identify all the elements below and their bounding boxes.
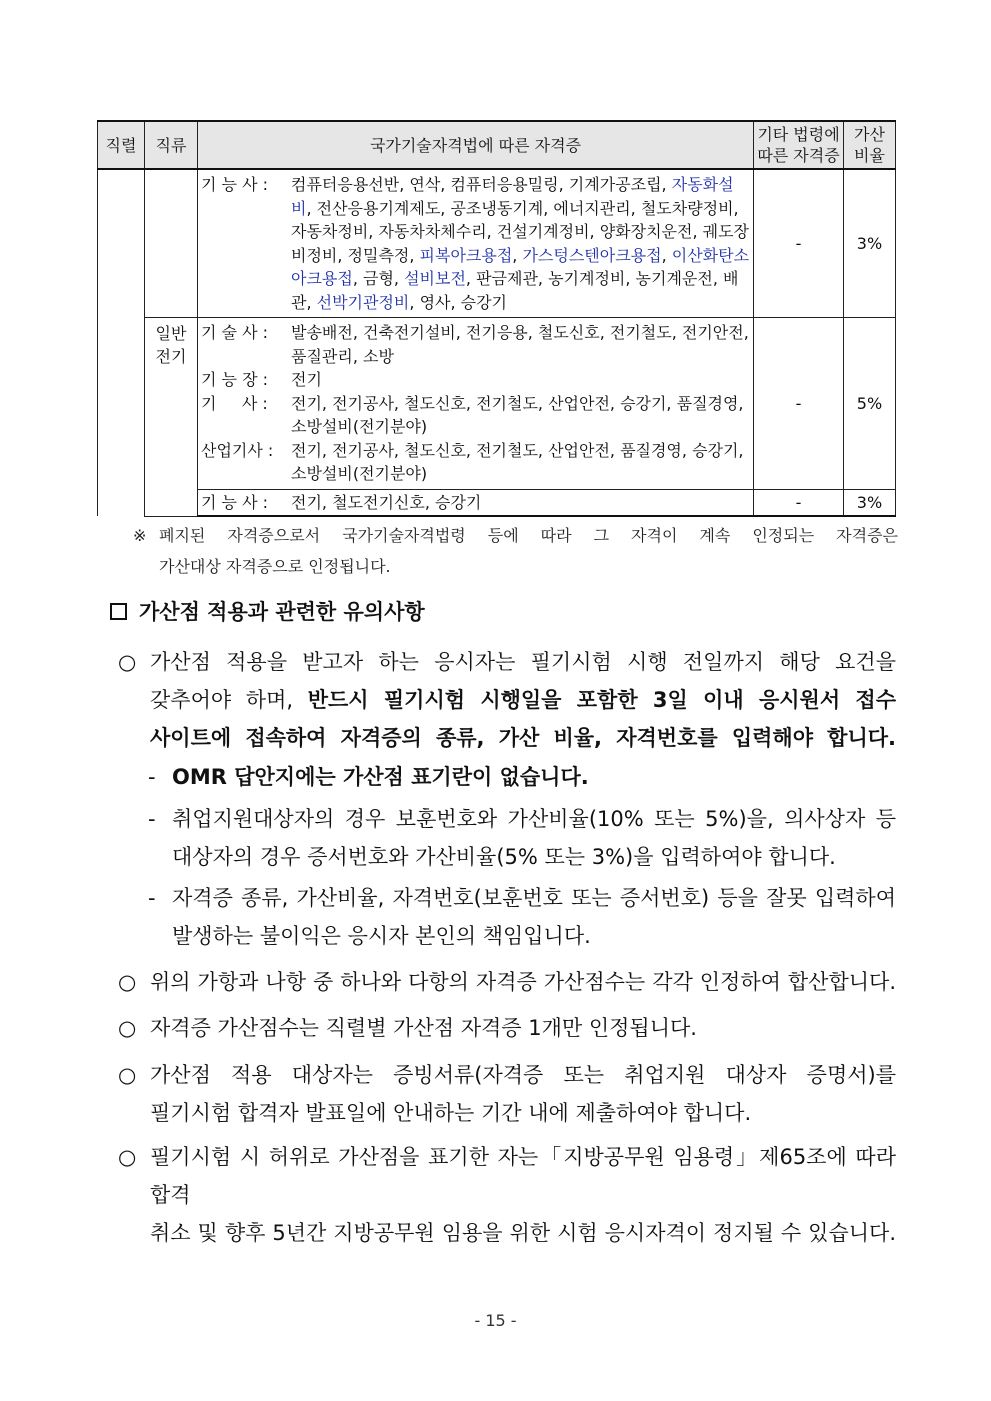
notice-item-3 (118, 1009, 896, 1047)
checkbox-square-icon (110, 603, 127, 620)
item1-line3-bold: 사이트에 접속하여 자격증의 종류, 가산 비율, 자격번호를 입력해야 합니다. (150, 726, 896, 750)
item4-line2: 필기시험 합격자 발표일에 안내하는 기간 내에 제출하여야 합니다. (150, 1101, 752, 1125)
notice-item-2 (118, 963, 896, 1001)
group2-content (198, 318, 754, 490)
item1-line1: 가산점 적용을 받고자 하는 응시자는 필기시험 시행 전일까지 해당 요건을 (150, 650, 896, 674)
item5-line2: 취소 및 향후 5년간 지방공무원 임용을 위한 시험 응시자격이 정지될 수 있습니다. (150, 1221, 896, 1245)
circle-bullet-icon: ○ (118, 1016, 137, 1040)
header-national: 국가기술자격법에 따른 자격증 (198, 121, 754, 169)
table-header-row (98, 121, 896, 169)
group2-value-0: 발송배전, 건축전기설비, 전기응용, 철도신호, 전기철도, 전기안전, 품질관리, 소방 (291, 323, 749, 366)
group2-value-2: 전기, 전기공사, 철도신호, 전기철도, 산업안전, 승강기, 품질경영, 소방설비(전기분야) (291, 393, 744, 436)
cert-name-text: , (512, 245, 523, 265)
category-line2: 전기 (155, 347, 187, 366)
sub2-line1: 취업지원대상자의 경우 보훈번호와 가산비율(10% 또는 5%)을, 의사상자 등 (172, 807, 896, 831)
position-cell (98, 169, 145, 516)
dash-bullet: - (148, 886, 156, 910)
highlighted-cert-name: 선박기관정비 (316, 292, 410, 312)
highlighted-cert-name: 이산화탄소아크용접 (291, 245, 750, 288)
cert-name-text: , 금형, (352, 269, 405, 288)
group2-label-2: 기 사 : (201, 393, 268, 413)
cert-name-text: , 전산응용기계제도, 공조냉동기계, 에너지관리, 철도차량정비, 자동차정비, 자동차차체수리, 건설기계정비, 양화장치운전, 궤도장비정비, 정밀측정, (291, 198, 750, 265)
header-other (754, 121, 844, 169)
notice-item-5 (118, 1138, 896, 1252)
header-other-line2: 따른 자격증 (757, 146, 840, 165)
item5-line1: 필기시험 시 허위로 가산점을 표기한 자는「지방공무원 임용령」제65조에 따라 합격 (150, 1145, 896, 1207)
header-position: 직렬 (98, 121, 145, 169)
sub1-text: OMR 답안지에는 가산점 표기란이 없습니다. (172, 765, 589, 789)
group3-content (198, 489, 754, 516)
reference-mark: ※ (133, 526, 147, 545)
circle-bullet-icon: ○ (118, 1145, 137, 1169)
highlighted-cert-name: 피복아크용접 (419, 245, 513, 265)
header-rate-line2: 비율 (854, 146, 885, 165)
group2-value-1: 전기 (291, 370, 322, 389)
item1-line2-bold: 반드시 필기시험 시행일을 포함한 3일 이내 응시원서 접수 (307, 688, 896, 712)
highlighted-cert-name: 가스텅스텐아크용접 (522, 245, 662, 265)
highlighted-cert-name: 자동화설비 (291, 175, 734, 218)
group3-other: - (754, 489, 844, 516)
group2-label-3: 산업기사 : (201, 440, 274, 460)
group2-other: - (754, 318, 844, 490)
notice-subitem-1 (148, 758, 896, 796)
circle-bullet-icon: ○ (118, 970, 137, 994)
notice-subitem-2 (148, 800, 896, 876)
dash-bullet: - (148, 807, 156, 831)
group1-label: 기 능 사 : (201, 175, 269, 194)
group3-value: 전기, 철도전기신호, 승강기 (291, 492, 482, 512)
header-rate-line1: 가산 (854, 125, 885, 144)
circle-bullet-icon: ○ (118, 1063, 137, 1087)
table-row (98, 489, 896, 516)
category-cell-blank (145, 169, 198, 318)
cert-name-text: 컴퓨터응용선반, 연삭, 컴퓨터응용밀링, 기계가공조립, (291, 175, 672, 194)
dash-bullet: - (148, 765, 156, 789)
sub3-line2: 발생하는 불이익은 응시자 본인의 책임입니다. (172, 924, 591, 948)
abolished-cert-note (133, 520, 898, 582)
item2-text: 위의 가항과 나항 중 하나와 다항의 자격증 가산점수는 각각 인정하여 합산합니다. (150, 970, 896, 994)
group1-content (198, 169, 754, 318)
group1-other: - (754, 169, 844, 318)
section-title (110, 596, 425, 626)
cert-name-text: , 영사, 승강기 (409, 292, 508, 312)
table-row (98, 169, 896, 318)
item4-line1: 가산점 적용 대상자는 증빙서류(자격증 또는 취업지원 대상자 증명서)를 (150, 1063, 896, 1087)
notice-item-4 (118, 1056, 896, 1132)
group1-rate: 3% (844, 169, 896, 318)
cert-name-text: , (661, 245, 672, 265)
table-row (98, 318, 896, 490)
group3-rate: 3% (844, 489, 896, 516)
group2-label-1: 기 능 장 : (201, 370, 269, 389)
group1-value (291, 173, 751, 314)
note-line1: 폐지된 자격증으로서 국가기술자격법령 등에 따라 그 자격이 계속 인정되는 자격증은 (159, 526, 898, 545)
notice-item-1 (118, 643, 896, 757)
item3-text: 자격증 가산점수는 직렬별 가산점 자격증 1개만 인정됩니다. (150, 1016, 697, 1040)
category-cell-general-electric (145, 318, 198, 517)
note-line2: 가산대상 자격증으로 인정됩니다. (159, 557, 391, 576)
item1-line2-plain: 갖추어야 하며, (150, 688, 308, 712)
group3-label: 기 능 사 : (201, 492, 269, 512)
header-other-line1: 기타 법령에 (757, 125, 840, 144)
sub2-line2: 대상자의 경우 증서번호와 가산비율(5% 또는 3%)을 입력하여야 합니다. (172, 845, 836, 869)
certificate-table (97, 120, 896, 517)
page-number: - 15 - (474, 1311, 517, 1330)
circle-bullet-icon: ○ (118, 650, 137, 674)
header-category: 직류 (145, 121, 198, 169)
group2-rate: 5% (844, 318, 896, 490)
header-rate (844, 121, 896, 169)
group2-value-3: 전기, 전기공사, 철도신호, 전기철도, 산업안전, 품질경영, 승강기, 소방설비(전기분야) (291, 440, 744, 483)
section-title-text: 가산점 적용과 관련한 유의사항 (139, 600, 425, 624)
notice-subitem-3 (148, 879, 896, 955)
group2-label-0: 기 술 사 : (201, 323, 269, 342)
highlighted-cert-name: 설비보전 (404, 269, 466, 288)
cert-name-text: , 판금제관, 농기계정비, 농기계운전, 배관, (291, 269, 739, 312)
category-line1: 일반 (155, 324, 187, 343)
sub3-line1: 자격증 종류, 가산비율, 자격번호(보훈번호 또는 증서번호) 등을 잘못 입력하여 (172, 886, 896, 910)
